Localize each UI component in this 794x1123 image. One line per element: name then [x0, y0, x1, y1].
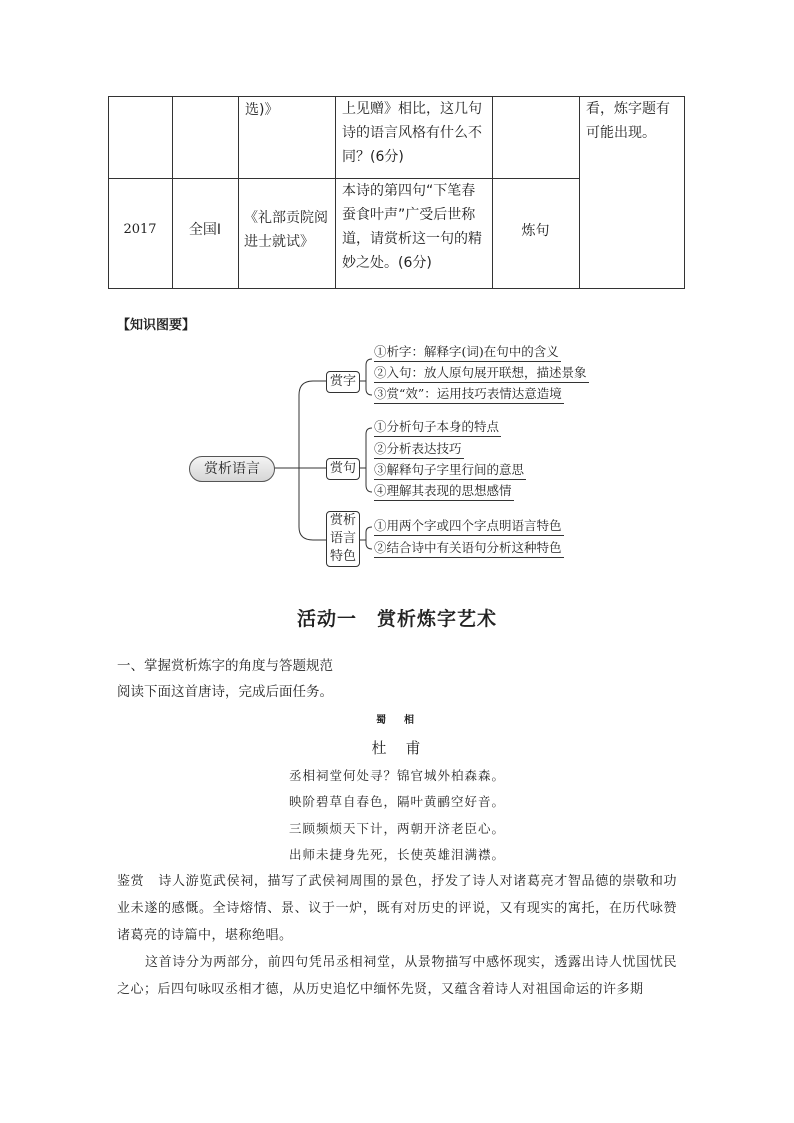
table-cell-region: 全国Ⅰ	[188, 222, 222, 238]
leaf-shangju-1: ①分析句子本身的特点	[374, 418, 501, 437]
leaf-shangju-2: ②分析表达技巧	[374, 440, 464, 459]
table-cell-year: 2017	[123, 222, 157, 237]
section-subtitle: 一、掌握赏析炼字的角度与答题规范	[117, 658, 333, 674]
poem-line-1: 丞相祠堂何处寻？锦官城外柏森森。	[288, 768, 505, 783]
table-cell-type: 炼句	[521, 223, 550, 239]
leaf-shangju-4: ④理解其表现的思想感情	[374, 482, 514, 501]
leaf-shangzi-2: ②入句：放人原句展开联想，描述景象	[374, 364, 589, 383]
mind-map-root: 赏析语言	[189, 456, 275, 482]
appreciation-paragraph-1: 鉴赏 诗人游览武侯祠，描写了武侯祠周围的景色，抒发了诗人对诸葛亮才智品德的崇敬和功业未遂的感慨。全诗熔情、景、议于一炉，既有对历史的评说，又有现实的寓托，在历代咏赞诸葛亮的诗篇中，堪称绝唱。	[117, 874, 677, 943]
poem-author: 杜 甫	[371, 739, 423, 757]
poem-title: 蜀 相	[376, 715, 418, 726]
poem-line-3: 三顾频烦天下计，两朝开济老臣心。	[288, 821, 505, 836]
appreciation-paragraph-2: 这首诗分为两部分，前四句凭吊丞相祠堂，从景物描写中感怀现实，透露出诗人忧国忧民之心；后四句咏叹丞相才德，从历史追忆中缅怀先贤，又蕴含着诗人对祖国命运的许多期	[117, 955, 677, 997]
poem-line-4: 出师未捷身先死，长使英雄泪满襟。	[288, 847, 505, 862]
table-cell-question: 本诗的第四句“下笔春蚕食叶声”广受后世称道，请赏析这一句的精妙之处。(6分)	[342, 183, 482, 271]
branch-shangju: 赏句	[326, 458, 360, 480]
leaf-feature-1: ①用两个字或四个字点明语言特色	[374, 517, 564, 536]
leaf-shangzi-1: ①析字：解释字(词)在句中的含义	[374, 343, 561, 362]
table-cell-note: 看，炼字题有可能出现。	[586, 101, 670, 141]
activity-title: 活动一 赏析炼字艺术	[296, 608, 497, 630]
table-cell-question-r1: 上见赠》相比，这几句诗的语言风格有什么不同？(6分)	[342, 101, 482, 165]
leaf-shangzi-3: ③赏“效”：运用技巧表情达意造境	[374, 385, 564, 404]
table-cell-poem: 《礼部贡院阅进士就试》	[244, 210, 328, 250]
appreciation-label: 鉴赏	[117, 874, 145, 889]
mind-map	[0, 335, 794, 575]
exam-table	[108, 96, 685, 289]
knowledge-map-label: 【知识图要】	[117, 318, 196, 333]
table-cell-poem-r1: 选)》	[245, 102, 279, 118]
branch-language-feature: 赏析语言特色	[326, 511, 360, 567]
poem-line-2: 映阶碧草自春色，隔叶黄鹂空好音。	[288, 794, 505, 809]
leaf-feature-2: ②结合诗中有关语句分析这种特色	[374, 539, 564, 558]
branch-shangzi: 赏字	[326, 371, 360, 393]
leaf-shangju-3: ③解释句子字里行间的意思	[374, 461, 526, 480]
instruction-text: 阅读下面这首唐诗，完成后面任务。	[117, 684, 333, 700]
